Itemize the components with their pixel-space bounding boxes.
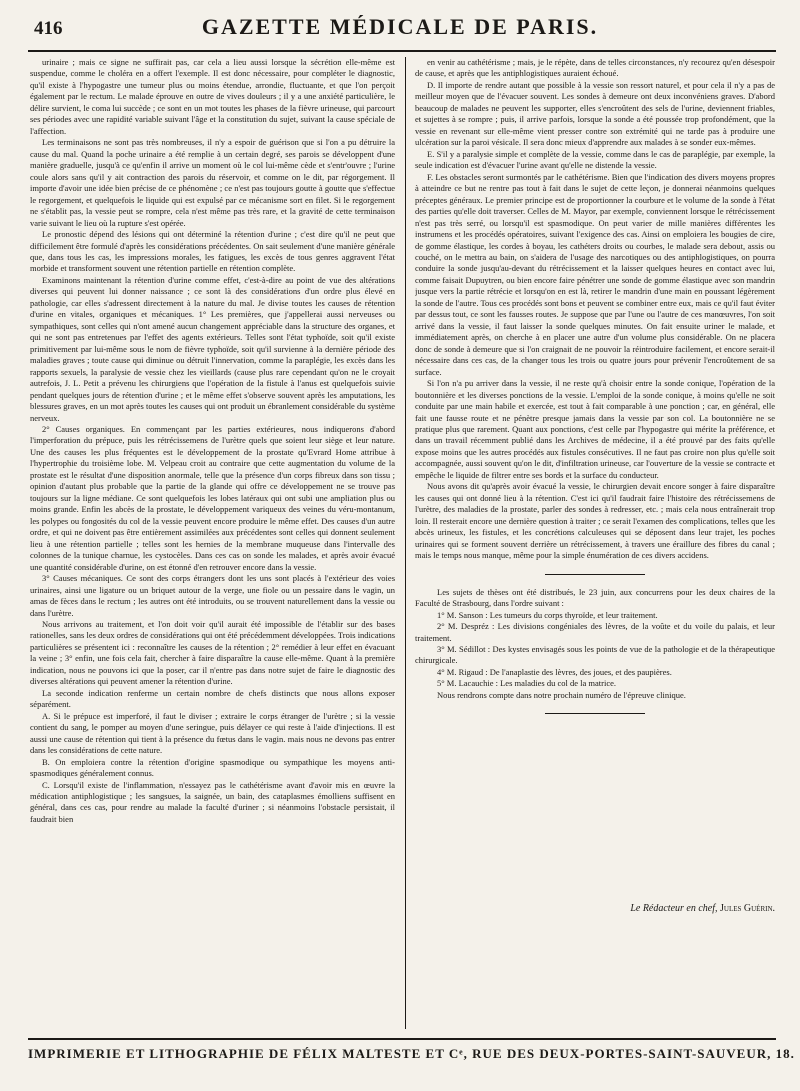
editor-name: Jules Guérin. bbox=[720, 903, 775, 915]
left-paragraph: 2° Causes organiques. En commençant par les parties extérieures, nous indiquerons d'abord l'imperforation du prépuce, puis les rétrécissemens de l'urètre quels que soient leur siège et leur nature. Une des causes les plus fréquentes est le développement de la prostate qu'Evrard Home attribue à l'hypertrophie du troisième lobe. M. Velpeau croit au contraire que cette augmentation du volume de la prostate est le résultat d'une disposition anormale, telle que la présence d'un corps fibreux dans son tissu ; opinion d'autant plus probable que la partie de la glande qui offre ce développement ne se trouve pas toujours sur la ligne médiane. Ce sont quelquefois les lobes latéraux qui ont subi une ampliation plus ou moins grande. Enfin les abcès de la prostate, le développement variqueux des veines du véru-montanum, les polypes ou fongosités du col de la vessie peuvent encore produire le même effet. Des causes d'un autre ordre, et qui ne doivent pas être entièrement assimilées aux précédentes sont celles qui donnent seulement lieu à une rétention partielle ; telles sont les hernies de la membrane muqueuse dans l'intervalle des colonnes de la tunique charnue, les cystocèles. Dans ces cas on sonde les malades, et après avoir évacué une quantité considérable d'urine, on est étonné d'en retrouver encore dans la vessie. bbox=[30, 424, 395, 572]
left-paragraph: B. On emploiera contre la rétention d'origine spasmodique ou sympathique les moyens anti-spasmodiques généralement connus. bbox=[30, 756, 395, 779]
right-paragraph: F. Les obstacles seront surmontés par le cathétérisme. Bien que l'indication des divers moyens propres à atteindre ce but ne rentre pas tout à fait dans le sujet de cette leçon, je donnerai néanmoins quelques préceptes généraux. Le premier principe est de proportionner la courbure et le volume de la sonde à l'état des parties qu'elle doit traverser. Celles de M. Mayor, par exemple, conviennent lorsque le rétrécissement n'est pas très serré, ou lorsqu'il est spasmodique. On peut varier de mille manières différentes les instrumens et les procédés opératoires, suivant l'exigence des cas. Ainsi on emploiera les bougies de cire, de gomme élastique, les cordes à boyau, les cathéters droits ou courbes, le malade sera debout, assis ou couché, on le mettra au bain, on s'aidera de l'usage des narcotiques ou des antiphlogistiques, on pourra conduire la sonde jusqu'au-devant du rétrécissement et la laisser quelques heures en contact avec lui, comme faisait Dupuytren, ou bien encore faire pénétrer une sonde de gomme élastique avec son mandrin jusque vers la partie rétrécie et lorsqu'on en est là, retirer le mandrin d'une main en poussant légèrement la sonde de l'autre. Tous ces procédés sont bons et peuvent se combiner entre eux, mais ce qu'il faut éviter par dessus tout, ce sont les fausses routes. Je suppose que par l'une ou l'autre de ces manœuvres, l'on soit arrivé dans la vessie, il faut laisser la sonde quelques minutes. On fait ensuite uriner le malade, et immédiatement après, on cherche à en placer une autre d'un volume plus considérable. On ne placera donc de sonde à demeure que si l'on craignait de ne pouvoir la réintroduire facilement, et encore serait-il nécessaire dans ces cas, de la changer tous les trois ou quatre jours pour prévenir l'encroûtement de sa surface. bbox=[415, 171, 775, 377]
left-paragraph: Nous arrivons au traitement, et l'on doit voir qu'il aurait été impossible de l'établir sur des bases rationelles, sans les deux ordres de considérations qui ont été précédemment développées. Trois indications particulières se présentent ici : reconnaître les causes de la rétention ; 2° remédier à leur effet en évacuant la veine ; 3° enfin, une fois cela fait, chercher à faire disparaître la cause elle-même. Quant à la première indication, nous ne pouvons ici que la poser, car il n'entre pas dans notre sujet de faire le diagnostic des diverses altérations qui peuvent amener la rétention d'urine. bbox=[30, 618, 395, 687]
right-paragraph: en venir au cathétérisme ; mais, je le répète, dans de telles circonstances, n'y recourez qu'en désespoir de cause, et après que les antiphlogistiques auraient échoué. bbox=[415, 57, 775, 79]
left-paragraph: Examinons maintenant la rétention d'urine comme effet, c'est-à-dire au point de vue des altérations diverses qui peuvent lui donner naissance ; ce sont là des considérations d'un ordre plus élevé en pathologie, car elles s'adressent directement à la nature du mal. Je divise toutes les causes de rétention d'urine en vitales, organiques et mécaniques. 1° Les premières, que j'appellerai aussi nerveuses ou sympathiques, sont celles qui n'ont amené aucun changement appréciable dans la structure des organes, et qui ne sont pas entretenues par l'effet des agents extérieurs. Telles sont l'état typhoïde, soit qu'il existe primitivement par lui-même sous le nom de fièvre typhoïde, soit qu'il survienne à la dernière période des maladies graves ; toute cause qui diminue ou détruit l'innervation, comme la paraplégie, les excès dans les rapports sexuels, la paralysie de vessie chez les vieillards (cause plus rare cependant qu'on ne le croyait autrefois, J. L. Petit a prévenu les chirurgiens que l'opération de la fistule à l'anus est quelquefois suivie pendant quelques jours de rétention d'urine ; et le même effet s'observe souvent après les amputations, les blessures graves, en un mot après toutes les causes qui ont produit un ébranlement considérable du système nerveux. bbox=[30, 274, 395, 423]
left-paragraph: urinaire ; mais ce signe ne suffirait pas, car cela a lieu aussi lorsque la sécrétion elle-même est suspendue, comme le choléra en a offert l'exemple. Il est donc nécessaire, pour compléter le diagnostic, qu'il existe à l'hypogastre une tumeur plus ou moins étendue, arrondie, fluctuante, et que l'on perçoit également par le rectum. Le malade éprouve en outre de vives douleurs ; il y a une anxiété particulière, le délire survient, le coma lui succède ; ce sont en un mot toutes les phases de la fièvre urineuse, qui parcourt ses périodes avec une rapidité variable suivant l'âge et la constitution du sujet, suivant la cause spéciale de l'affection. bbox=[30, 57, 395, 136]
right-paragraph: D. Il importe de rendre autant que possible à la vessie son ressort naturel, et pour cela il n'y a pas de meilleur moyen que de l'évacuer souvent. Les sondes à demeure ont deux inconvéniens graves. D'abord beaucoup de malades ne peuvent les supporter, elles s'encroûtent des sels de l'urine, deviennent friables, et sujettes à se rompre ; puis, il arrive parfois, lorsque la sonde a été poussée trop profondément, que la vessie en revenant sur elle-même vient presser contre son extrémité qui ne tarde pas à produire une ulcération sur la paroi vésicale. Il sera donc mieux d'apprendre aux malades à se sonder eux-mêmes. bbox=[415, 79, 775, 148]
left-paragraph: Le pronostic dépend des lésions qui ont déterminé la rétention d'urine ; c'est dire qu'il ne peut que difficilement être formulé d'après les considérations précédentes. On sait seulement d'une manière générale que, dans tous les cas, les impressions morales, les fatigues, les excès de tous genres aggravent l'état morbide et transforment souvent une rétention partielle en rétention complète. bbox=[30, 229, 395, 274]
thesis-item: 5° M. Lacauchie : Les maladies du col de la matrice. bbox=[437, 678, 616, 689]
page-number: 416 bbox=[34, 18, 63, 39]
theses-intro: Les sujets de thèses ont été distribués, le 23 juin, aux concurrens pour les deux chaires de la Faculté de Strasbourg, dans l'ordre suivant : bbox=[415, 586, 775, 609]
theses-announcement bbox=[415, 587, 775, 702]
right-paragraph: Nous avons dit qu'après avoir évacué la vessie, le chirurgien devait encore songer à faire disparaître les causes qui ont donné lieu à la rétention. C'est ici qu'il faudrait faire l'histoire des rétrécissemens de l'urètre, des maladies de la prostate, parler des sondes à redresser, etc. ; mais cela nous entraînerait trop loin. Il resterait encore une dernière question à traiter ; ce serait l'examen des complications, telles que les abcès urineux, les fistules, et les concrétions calculeuses qui se déposent dans leur trajet, les poches urinaires qui se forment souvent derrière un rétrécissement, à travers une éraillure des fibres du canal ; mais le temps nous manque, même pour la simple énumération de ces divers accidens. bbox=[415, 481, 775, 561]
thesis-item: 2° M. Despréz : Les divisions congéniales des lèvres, de la voûte et du voile du palais, et leur traitement. bbox=[415, 621, 775, 643]
thesis-item: 4° M. Rigaud : De l'anaplastie des lèvres, des joues, et des paupières. bbox=[437, 666, 672, 677]
right-column bbox=[415, 57, 775, 1029]
right-paragraph: Si l'on n'a pu arriver dans la vessie, il ne reste qu'à choisir entre la sonde conique, l'opération de la boutonnière et les diverses ponctions de la vessie. L'emploi de la sonde conique, à moins qu'elle ne soit conduite par une main habile et exercée, est tout à fait comparable à une ponction ; car, en général, elle fait une fausse route et ne pénètre presque jamais dans la vessie par son col. La boutonnière ne se pratique plus que rarement. Quant aux ponctions, c'est celle par l'hypogastre qui mérite la préférence, et dans un travail récemment publié dans les Archives de médecine, il a été prouvé par des faits qu'elle expose moins que les autres procédés aux fistules consécutives. Il ne faut pas croire non plus qu'elle soit accompagnée, aussi souvent qu'on le dit, d'infiltration urineuse, car l'ouverture de la vessie se contracte et empêche le liquide de filtrer entre ses bords et la surface du conducteur. bbox=[415, 378, 775, 480]
page-header bbox=[28, 14, 772, 44]
printer-imprint: IMPRIMERIE ET LITHOGRAPHIE DE FÉLIX MALTESTE ET Cᵉ, RUE DES DEUX-PORTES-SAINT-SAUVEUR, 18. bbox=[28, 1046, 795, 1061]
theses-closing: Nous rendrons compte dans notre prochain numéro de l'épreuve clinique. bbox=[437, 689, 686, 700]
blank-space bbox=[415, 726, 775, 896]
section-separator bbox=[545, 713, 645, 714]
left-paragraph: C. Lorsqu'il existe de l'inflammation, n'essayez pas le cathétérisme avant d'avoir mis en œuvre la médication antiphlogistique ; les sangsues, la saignée, un bain, des cataplasmes émolliens suffisent en général, dans ces cas, pour rendre au malade la faculté d'uriner ; si néanmoins l'obstacle persistait, il faudrait bien bbox=[30, 779, 395, 824]
editor-signature bbox=[415, 902, 775, 916]
section-separator bbox=[545, 574, 645, 575]
left-paragraph: 3° Causes mécaniques. Ce sont des corps étrangers dont les uns sont placés à l'extérieur des voies urinaires, ainsi une ligature ou un briquet autour de la verge, une fiole ou un pessaire dans le vagin, un amas de fèces dans le rectum ; les autres ont été introduits, ou se trouvent naturellement dans la vessie ou dans l'urètre. bbox=[30, 573, 395, 618]
left-paragraph: La seconde indication renferme un certain nombre de chefs distincts que nous allons exposer séparément. bbox=[30, 687, 395, 710]
column-divider bbox=[405, 57, 406, 1029]
left-paragraph: Les terminaisons ne sont pas très nombreuses, il n'y a espoir de guérison que si l'on a pu détruire la cause du mal. Quand la poche urinaire a été remplie à un certain degré, ses parois se développent d'une manière graduelle, jusqu'à ce qu'enfin il arrive un moment où le col lui-même cède et s'entr'ouvre ; l'urine coule alors sans qu'il y ait contraction des parois du réservoir, et comme on le dit, par régorgement. Il importe d'avoir une idée bien précise de ce phénomène ; ce n'est pas toujours goutte à goutte que s'effectue le regorgement, et quelquefois le liquide qui est expulsé par ce mécanisme sort en filet. Si le regorgement ne s'établit pas, la vessie peut se rompre, cela n'est même pas très rare, et la gravité de cette terminaison varie suivant le lieu où la rupture s'est opérée. bbox=[30, 137, 395, 228]
editor-role: Le Rédacteur en chef, bbox=[630, 903, 718, 915]
header-rule bbox=[28, 50, 776, 52]
left-column bbox=[30, 57, 395, 1029]
left-paragraph: A. Si le prépuce est imperforé, il faut le diviser ; extraire le corps étranger de l'urètre ; si la vessie contient du sang, le pomper au moyen d'une seringue, puis délayer ce qui reste à l'aide d'injections. Il est aussi une cause de rétention qui tient à la présence du fœtus dans le vagin. mais nous ne devons pas entrer dans les considérations de cette nature. bbox=[30, 710, 395, 756]
thesis-item: 3° M. Sédillot : Des kystes envisagés sous les points de vue de la pathologie et de la thérapeutique chirurgicale. bbox=[415, 643, 775, 666]
thesis-item: 1° M. Sanson : Les tumeurs du corps thyroïde, et leur traitement. bbox=[437, 609, 658, 620]
footer-rule bbox=[28, 1038, 776, 1040]
journal-title: GAZETTE MÉDICALE DE PARIS. bbox=[201, 14, 599, 39]
right-paragraph: E. S'il y a paralysie simple et complète de la vessie, comme dans le cas de paraplégie, par exemple, la seule indication est d'évacuer l'urine avant qu'elle ne distende la vessie. bbox=[415, 148, 775, 171]
